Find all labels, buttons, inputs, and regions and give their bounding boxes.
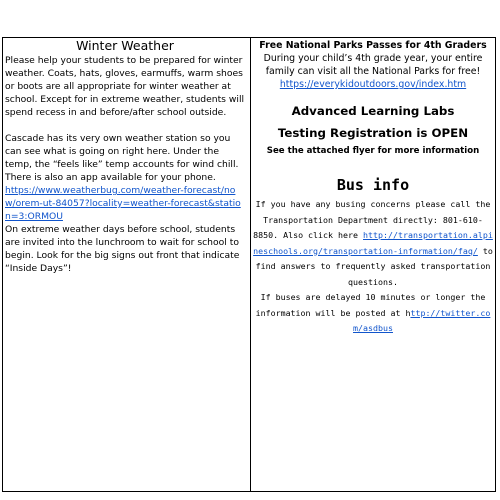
paragraph-gap bbox=[5, 119, 245, 132]
winter-weather-paragraph-2: Cascade has its very own weather station so you can see what is going on right here. Under the temp, the “feels like” temp accounts for wind chill. There is also an app available for your phone. bbox=[5, 133, 239, 183]
winter-weather-title: Winter Weather bbox=[76, 38, 174, 53]
winter-weather-paragraph-1: Please help your students to be prepared for winter weather. Coats, hats, gloves, earmuffs, warm shoes or boots are all appropriate for winter weather at school. Except for in extreme weather, students will spend recess in and before/after school outside. bbox=[5, 55, 245, 118]
weatherbug-link[interactable]: https://www.weatherbug.com/weather-forecast/now/orem-ut-84057?locality=weather-forecast&station=3:ORMOU bbox=[5, 185, 241, 222]
bus-delay-text: If buses are delayed 10 minutes or longer the information will be posted at h bbox=[255, 292, 486, 318]
alp-title-line-1: Advanced Learning Labs bbox=[291, 104, 455, 118]
bus-info-title: Bus info bbox=[336, 176, 410, 194]
alp-title bbox=[253, 100, 493, 144]
announcements-column bbox=[253, 38, 493, 337]
parks-pass-title: Free National Parks Passes for 4th Graders bbox=[259, 40, 487, 51]
twitter-link[interactable]: ttp://twitter.com/asdbus bbox=[353, 307, 491, 333]
bus-text-part-1: If you have any busing concerns please call the Transportation Department directly: 801-610-8850. Also click here bbox=[253, 199, 491, 240]
bus-info-text bbox=[253, 197, 493, 337]
parks-pass-text: During your child’s 4th grade year, your entire family can visit all the National Parks for free! bbox=[263, 53, 483, 77]
transportation-faq-link[interactable]: http://transportation.alpineschools.org/transportation-information/faq/ bbox=[253, 230, 493, 256]
alp-subtitle: See the attached flyer for more information bbox=[266, 146, 480, 156]
column-divider bbox=[250, 37, 251, 492]
every-kid-outdoors-link[interactable]: https://everykidoutdoors.gov/index.htm bbox=[279, 79, 467, 90]
winter-weather-paragraph-3: On extreme weather days before school, students are invited into the lunchroom to wait for school to begin. Look for the big signs out front that indicate “Inside Days”! bbox=[5, 224, 240, 274]
alp-title-line-2: Testing Registration is OPEN bbox=[277, 126, 469, 140]
winter-weather-column bbox=[5, 38, 245, 275]
bus-text-part-2: to find answers to frequently asked transportation questions. bbox=[255, 245, 493, 287]
